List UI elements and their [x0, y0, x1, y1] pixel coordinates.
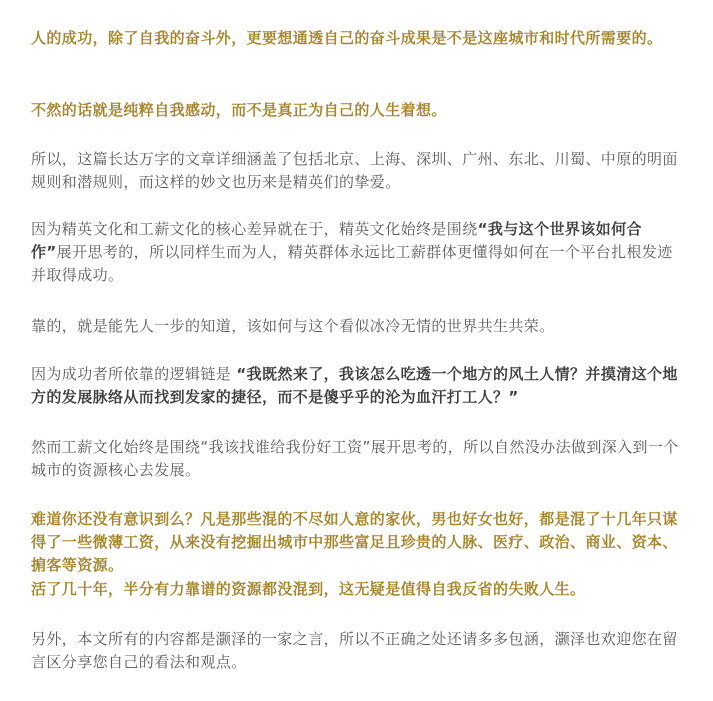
paragraph-8: 难道你还没有意识到么？凡是那些混的不尽如人意的家伙，男也好女也好，都是混了十几年只谋得了一些微薄工资，从来没有挖掘出城市中那些富足且珍贵的人脉、医疗、政治、商业、资本、掮客等资源。 [31, 510, 678, 574]
paragraph-2: 不然的话就是纯粹自我感动，而不是真正为自己的人生着想。 [31, 101, 447, 119]
paragraph-4-text-end: 展开思考的，所以同样生而为人，精英群体永远比工薪群体更懂得如何在一个平台扎根发迹并取得成功。 [31, 243, 673, 284]
paragraph-7: 然而工薪文化始终是围绕“我该找谁给我份好工资”展开思考的，所以自然没办法做到深入到一个城市的资源核心去发展。 [31, 438, 679, 479]
paragraph-10: 另外，本文所有的内容都是灏泽的一家之言，所以不正确之处还请多多包涵，灏泽也欢迎您在留言区分享您自己的看法和观点。 [31, 630, 678, 671]
paragraph-4-text-start: 因为精英文化和工薪文化的核心差异就在于，精英文化始终是围绕 [31, 220, 478, 238]
paragraph-5: 靠的，就是能先人一步的知道，该如何与这个看似冰冷无情的世界共生共荣。 [31, 317, 555, 335]
paragraph-6 [31, 363, 681, 409]
paragraph-6-emphasis: “我既然来了，我该怎么吃透一个地方的风土人情？并摸清这个地方的发展脉络从而找到发家的捷径，而不是傻乎乎的沦为血汗打工人？” [31, 365, 678, 406]
paragraph-4 [31, 218, 681, 287]
paragraph-3: 所以，这篇长达万字的文章详细涵盖了包括北京、上海、深圳、广州、东北、川蜀、中原的明面规则和潜规则，而这样的妙文也历来是精英们的挚爱。 [31, 150, 678, 191]
paragraph-9: 活了几十年，半分有力靠谱的资源都没混到，这无疑是值得自我反省的失败人生。 [31, 580, 586, 598]
paragraph-4-emphasis: “我与这个世界该如何合作” [31, 220, 642, 261]
paragraph-1: 人的成功，除了自我的奋斗外，更要想通透自己的奋斗成果是不是这座城市和时代所需要的。 [31, 29, 663, 47]
paragraph-6-text-start: 因为成功者所依靠的逻辑链是 [31, 365, 237, 383]
